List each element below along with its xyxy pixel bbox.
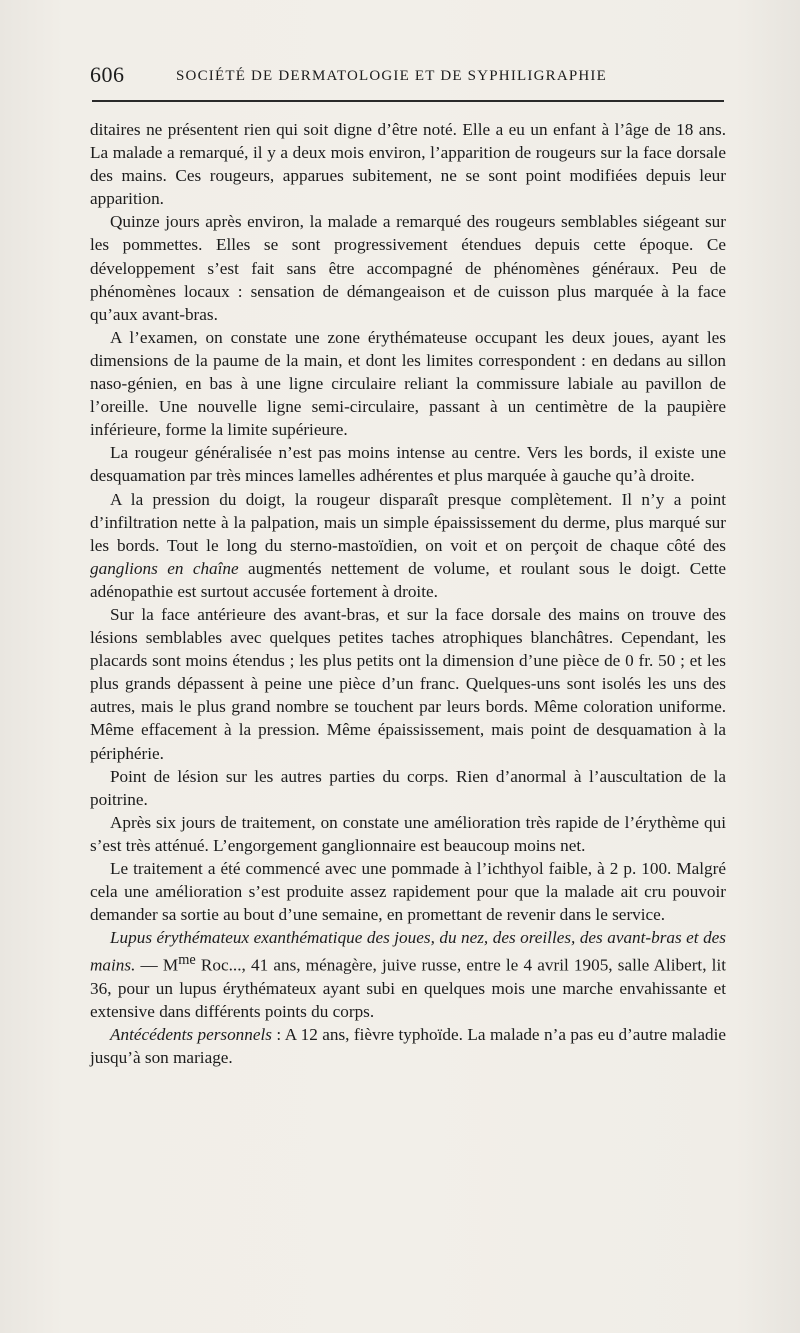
running-title: SOCIÉTÉ DE DERMATOLOGIE ET DE SYPHILIGRAPHIE (176, 68, 607, 84)
paragraph-text: : A 12 ans, fièvre typhoïde. La malade n’a pas eu d’autre maladie jusqu’à son mariage. (90, 1025, 726, 1068)
paragraph: Après six jours de traitement, on constate une amélioration très rapide de l’érythème qui s’est très atténué. L’engorgement ganglionnaire est beaucoup moins net. (90, 812, 726, 855)
body-text (90, 118, 726, 1070)
page-header (90, 60, 725, 96)
header-rule (92, 100, 724, 102)
paragraph-text: Roc..., 41 ans, ménagère, juive russe, entre le 4 avril 1905, salle Alibert, lit 36, pour un lupus érythémateux ayant subi en quelques mois une marche envahissante et extensive dans différents points du corps. (90, 956, 726, 1022)
paragraph: Sur la face antérieure des avant-bras, et sur la face dorsale des mains on trouve des lésions semblables avec quelques petites taches atrophiques blanchâtres. Cependant, les placards sont moins étendus ; les plus petits ont la dimension d’une pièce de 0 fr. 50 ; et les plus grands dépassent à peine une pièce d’un franc. Quelques-uns sont isolés les uns des autres, mais le plus grand nombre se touchent par leurs bords. Même coloration uniforme. Même effacement à la pression. Même épaississement, mais point de desquamation à la périphérie. (90, 604, 726, 763)
case-heading-paragraph (90, 926, 726, 1023)
paragraph-text: — M (135, 956, 179, 976)
paragraph-text: augmentés nettement de volume, et roulant sous le doigt. Cette adénopathie est surtout accusée fortement à droite. (90, 558, 726, 601)
paragraph: La rougeur généralisée n’est pas moins intense au centre. Vers les bords, il existe une desquamation par très minces lamelles adhérentes et plus marquée à gauche qu’à droite. (90, 443, 726, 486)
superscript: me (178, 952, 196, 969)
paragraph (90, 488, 726, 603)
case-title: Lupus érythémateux exanthématique des joues, du nez, des oreilles, des avant-bras et des mains. (90, 928, 726, 976)
paragraph-text: A la pression du doigt, la rougeur disparaît presque complètement. Il n’y a point d’infiltration nette à la palpation, mais un simple épaississement du derme, plus marqué sur les bords. Tout le long du sterno-mastoïdien, on voit et on perçoit de chaque côté des (90, 489, 726, 555)
paragraph (90, 1023, 726, 1069)
paragraph: Quinze jours après environ, la malade a remarqué des rougeurs semblables siégeant sur les pommettes. Elles se sont progressivement étendues depuis cette époque. Ce développement s’est fait sans être accompagné de phénomènes généraux. Peu de phénomènes locaux : sensation de démangeaison et de cuisson plus marquée à la face qu’aux avant-bras. (90, 212, 726, 324)
paragraph: ditaires ne présentent rien qui soit digne d’être noté. Elle a eu un enfant à l’âge de 18 ans. La malade a remarqué, il y a deux mois environ, l’apparition de rougeurs sur la face dorsale des mains. Ces rougeurs, apparues subitement, ne se sont point modifiées depuis leur apparition. (90, 120, 726, 209)
paragraph: A l’examen, on constate une zone érythémateuse occupant les deux joues, ayant les dimensions de la paume de la main, et dont les limites correspondent : en dedans au sillon naso-génien, en bas à une ligne circulaire reliant la commissure labiale au pavillon de l’oreille. Une nouvelle ligne semi-circulaire, passant à un centimètre de la paupière inférieure, forme la limite supérieure. (90, 327, 726, 440)
page-number: 606 (90, 62, 125, 87)
paragraph-italic: ganglions en chaîne (90, 558, 239, 578)
paragraph: Le traitement a été commencé avec une pommade à l’ichthyol faible, à 2 p. 100. Malgré cela une amélioration s’est produite assez rapidement pour que la malade ait cru pouvoir demander sa sortie au bout d’une semaine, en promettant de revenir dans le service. (90, 859, 726, 925)
paragraph: Point de lésion sur les autres parties du corps. Rien d’anormal à l’auscultation de la poitrine. (90, 766, 726, 809)
paragraph-italic: Antécédents personnels (110, 1025, 272, 1045)
